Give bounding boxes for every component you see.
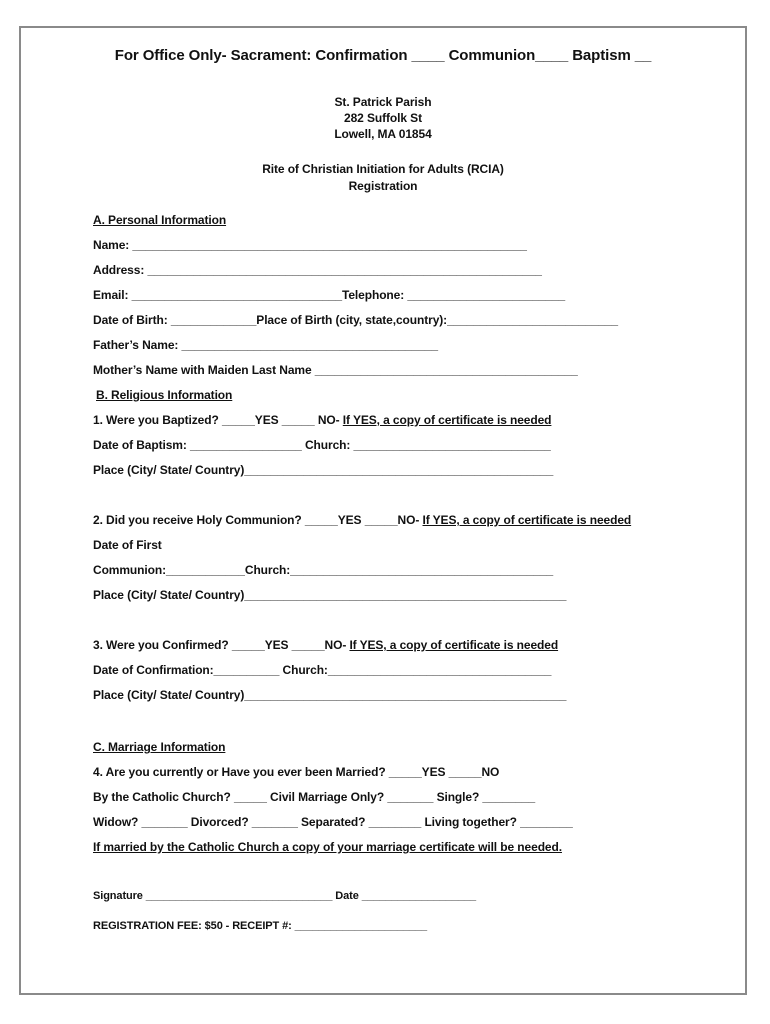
father-name-field[interactable]: Father’s Name: _______________________________________	[93, 338, 438, 352]
section-religious-heading: B. Religious Information	[96, 388, 233, 402]
registration-fee-line[interactable]: REGISTRATION FEE: $50 - RECEIPT #: ______________________	[93, 920, 428, 932]
communion-date-label: Date of First	[93, 538, 162, 552]
place-of-birth-field[interactable]: Place of Birth (city, state,country):__________________________	[256, 313, 618, 327]
date-of-birth-field[interactable]: Date of Birth: _____________	[93, 313, 257, 327]
program-subtitle: Registration	[348, 179, 418, 193]
baptism-date-church-field[interactable]: Date of Baptism: _________________ Church: ______________________________	[93, 438, 551, 452]
confirmed-question[interactable]: 3. Were you Confirmed? _____YES _____NO-	[93, 638, 350, 652]
registration-form-page	[19, 26, 747, 995]
parish-name: St. Patrick Parish	[334, 95, 432, 109]
telephone-field[interactable]: Telephone: ________________________	[342, 288, 566, 302]
confirmation-date-church-field[interactable]: Date of Confirmation:__________ Church:__________________________________	[93, 663, 552, 677]
communion-certificate-note: If YES, a copy of certificate is needed	[422, 513, 632, 527]
communion-question[interactable]: 2. Did you receive Holy Communion? _____YES _____NO-	[93, 513, 423, 527]
marriage-type-line[interactable]: By the Catholic Church? _____ Civil Marriage Only? _______ Single? ________	[93, 790, 536, 804]
mother-name-field[interactable]: Mother’s Name with Maiden Last Name ________________________________________	[93, 363, 578, 377]
married-question[interactable]: 4. Are you currently or Have you ever been Married? _____YES _____NO	[93, 765, 500, 779]
parish-city: Lowell, MA 01854	[334, 127, 432, 141]
address-field[interactable]: Address: ____________________________________________________________	[93, 263, 542, 277]
confirmation-place-field[interactable]: Place (City/ State/ Country)_________________________________________________	[93, 688, 567, 702]
name-field[interactable]: Name: ____________________________________________________________	[93, 238, 527, 252]
communion-date-church-field[interactable]: Communion:____________Church:________________________________________	[93, 563, 554, 577]
office-use-line: For Office Only- Sacrament: Confirmation ____ Communion____ Baptism __	[114, 47, 652, 64]
baptism-place-field[interactable]: Place (City/ State/ Country)_______________________________________________	[93, 463, 554, 477]
program-title: Rite of Christian Initiation for Adults (RCIA)	[262, 162, 504, 176]
email-field[interactable]: Email: ________________________________	[93, 288, 343, 302]
baptized-question[interactable]: 1. Were you Baptized? _____YES _____ NO-	[93, 413, 343, 427]
signature-date-field[interactable]: Signature _______________________________ Date ___________________	[93, 890, 477, 902]
parish-street: 282 Suffolk St	[344, 111, 422, 125]
marital-status-line[interactable]: Widow? _______ Divorced? _______ Separated? ________ Living together? ________	[93, 815, 573, 829]
confirmation-certificate-note: If YES, a copy of certificate is needed	[349, 638, 559, 652]
section-marriage-heading: C. Marriage Information	[93, 740, 226, 754]
communion-place-field[interactable]: Place (City/ State/ Country)_________________________________________________	[93, 588, 567, 602]
section-personal-heading: A. Personal Information	[93, 213, 227, 227]
baptism-certificate-note: If YES, a copy of certificate is needed	[342, 413, 552, 427]
marriage-certificate-note: If married by the Catholic Church a copy of your marriage certificate will be needed.	[93, 840, 562, 854]
